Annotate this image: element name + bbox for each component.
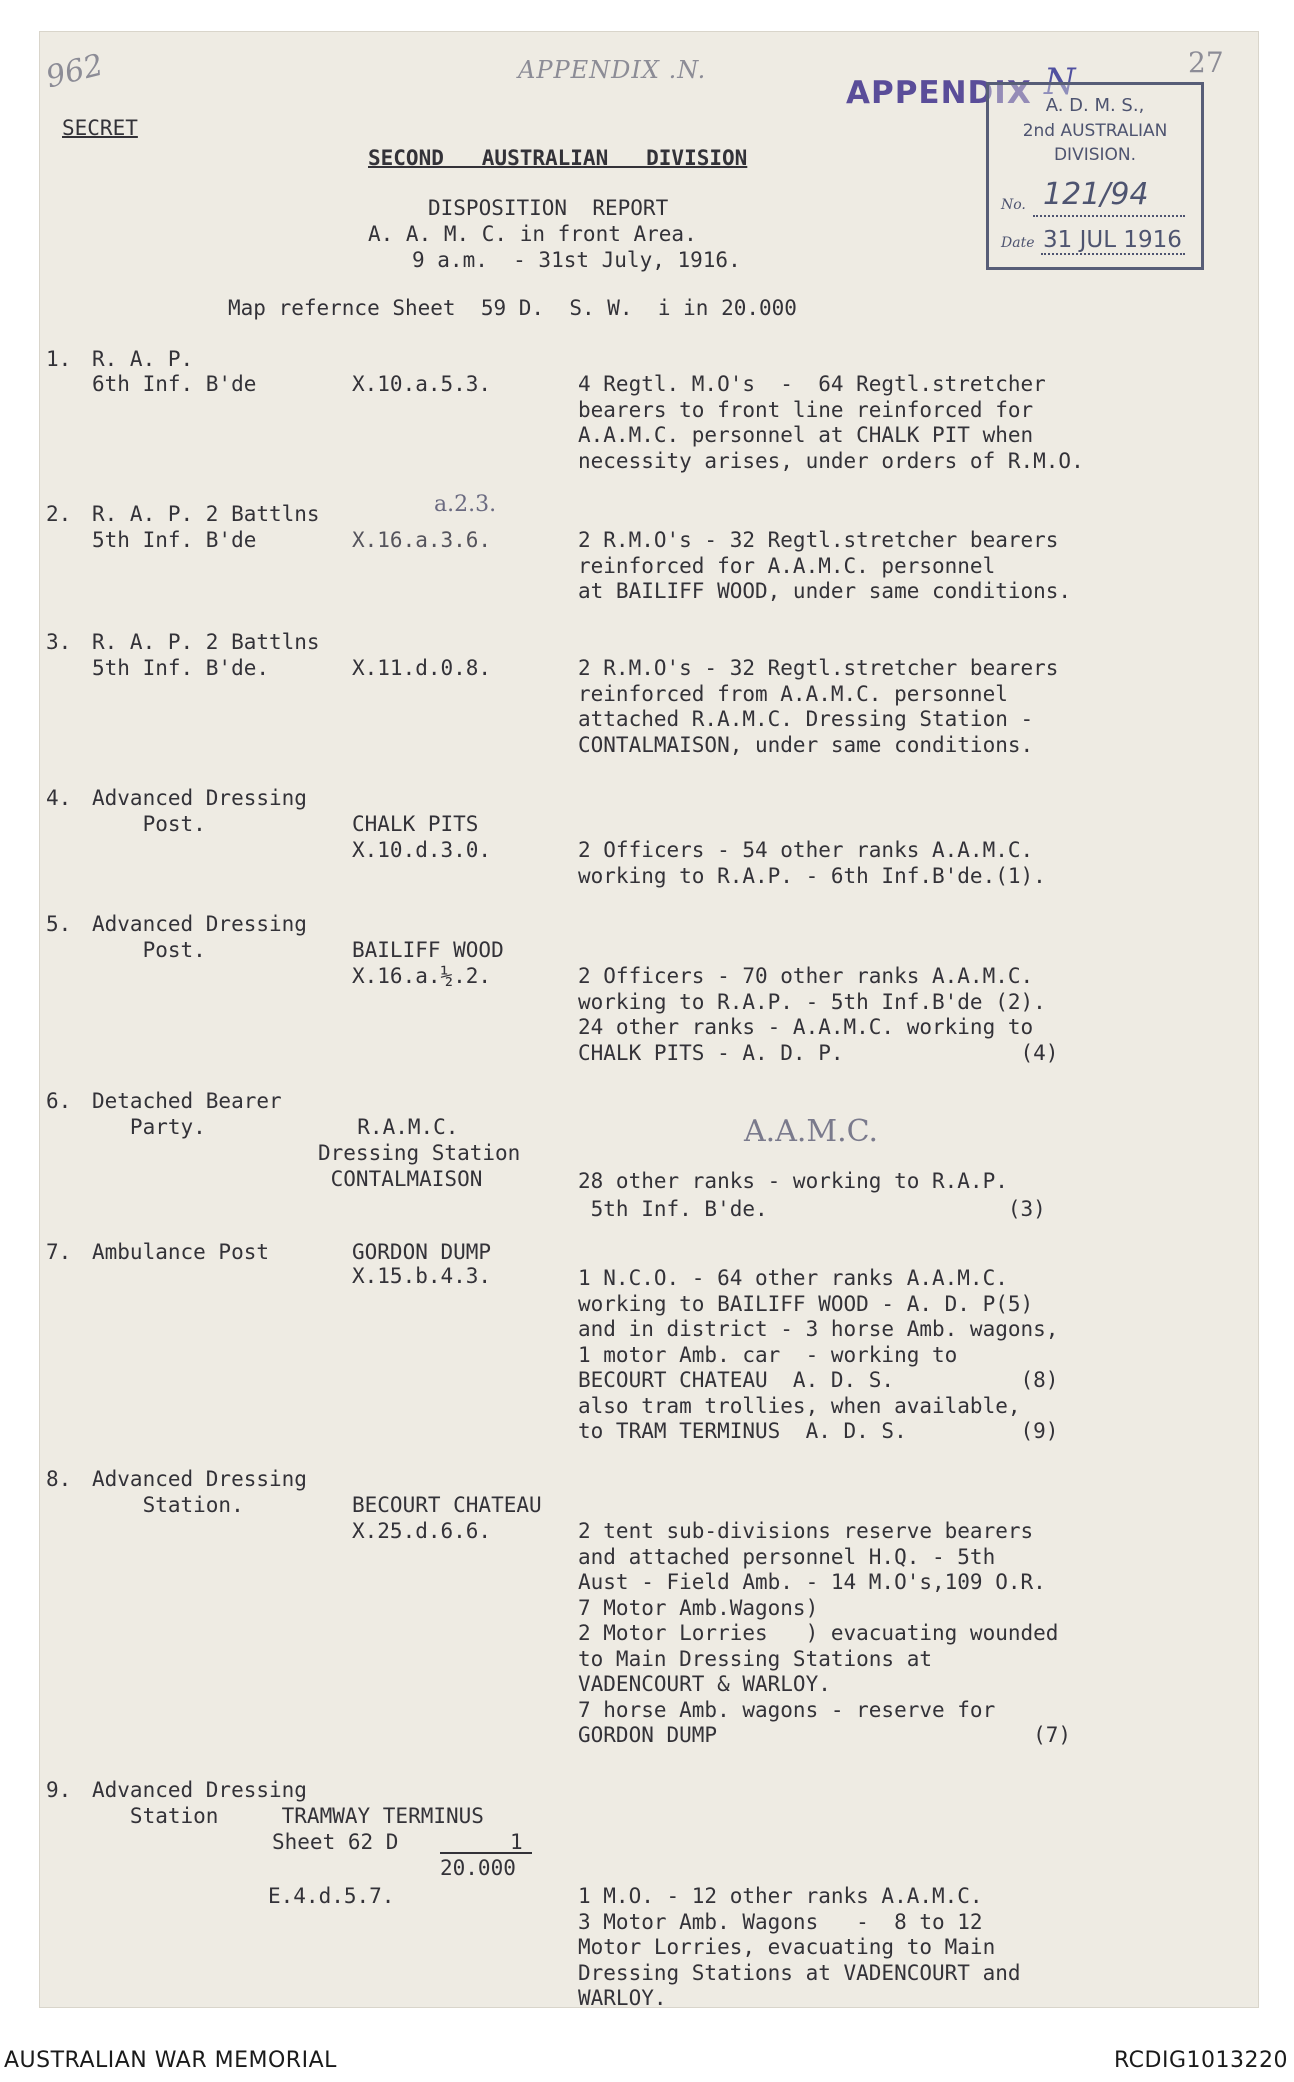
entry-8-unit: Advanced Dressing <box>92 1467 307 1491</box>
entry-8-location: X.25.d.6.6. <box>352 1519 492 1543</box>
entry-2-number: 2. <box>46 502 72 526</box>
detail-line: CHALK PITS - A. D. P. (4) <box>578 1040 1059 1065</box>
entry-3-location: X.11.d.0.8. <box>352 656 492 680</box>
stamp-no-value: 121/94 <box>1043 177 1149 212</box>
entry-9-fraction-numerator: 1 <box>510 1830 523 1854</box>
entry-7-detail <box>578 1266 1058 1445</box>
entry-7-number: 7. <box>46 1240 72 1264</box>
detail-line: 2 R.M.O's - 32 Regtl.stretcher bearers <box>578 528 1059 552</box>
entry-3-detail <box>578 656 1058 758</box>
entry-4-unit: Post. <box>92 812 206 836</box>
entry-5-location: X.16.a.½.2. <box>352 964 492 988</box>
entry-5-detail <box>578 964 1058 1066</box>
entry-9-number: 9. <box>46 1778 72 1802</box>
entry-6-location: R.A.M.C. <box>332 1115 459 1139</box>
stamp-line-adms: A. D. M. S., <box>1045 95 1145 116</box>
detail-line: working to BAILIFF WOOD - A. D. P(5) <box>578 1291 1034 1316</box>
stamp-line-division: DIVISION. <box>1053 145 1137 165</box>
division-heading: SECOND AUSTRALIAN DIVISION <box>368 146 748 170</box>
pencil-folio-number: 962 <box>42 47 107 96</box>
entry-6-location: CONTALMAISON <box>318 1167 483 1191</box>
stamp-no-label: No. <box>1001 197 1026 213</box>
detail-line: 4 Regtl. M.O's - 64 Regtl.stretcher <box>578 372 1046 396</box>
entry-8-number: 8. <box>46 1467 72 1491</box>
detail-line: at BAILIFF WOOD, under same conditions. <box>578 579 1072 603</box>
detail-line: to TRAM TERMINUS A. D. S. (9) <box>578 1419 1059 1443</box>
entry-8-unit: Station. <box>92 1493 244 1517</box>
entry-3-number: 3. <box>46 630 72 654</box>
detail-line: WARLOY. <box>578 1986 667 2007</box>
detail-line: attached R.A.M.C. Dressing Station - <box>578 707 1034 731</box>
entry-7-location: X.15.b.4.3. <box>352 1264 492 1288</box>
detail-line: 5th Inf. B'de. (3) <box>578 1197 1046 1221</box>
document-page <box>40 32 1258 2007</box>
detail-line: and in district - 3 horse Amb. wagons, <box>578 1317 1059 1341</box>
detail-line: 2 Officers - 70 other ranks A.A.M.C. <box>578 964 1034 988</box>
detail-line: Dressing Stations at VADENCOURT and <box>578 1960 1021 1985</box>
detail-line: to Main Dressing Stations at <box>578 1646 933 1671</box>
entry-2-pencil-correction: a.2.3. <box>434 492 497 517</box>
entry-9-detail <box>578 1884 1021 2007</box>
entry-7-location: GORDON DUMP <box>352 1240 492 1264</box>
detail-line: bearers to front line reinforced for <box>578 397 1034 422</box>
entry-1-detail <box>578 372 1084 474</box>
stamp-no-dotline <box>1033 215 1185 217</box>
entry-4-number: 4. <box>46 786 72 810</box>
report-subtitle: A. A. M. C. in front Area. <box>368 222 697 246</box>
detail-line: working to R.A.P. - 5th Inf.B'de (2). <box>578 989 1046 1014</box>
entry-2-unit: 5th Inf. B'de <box>92 528 257 552</box>
entry-6-number: 6. <box>46 1089 72 1113</box>
entry-6-unit: Detached Bearer <box>92 1089 282 1113</box>
entry-4-location: X.10.d.3.0. <box>352 838 492 862</box>
detail-line: Aust - Field Amb. - 14 M.O's,109 O.R. <box>578 1570 1046 1594</box>
detail-line: 1 N.C.O. - 64 other ranks A.A.M.C. <box>578 1266 1008 1290</box>
report-title: DISPOSITION REPORT <box>428 196 669 220</box>
report-time: 9 a.m. - 31st July, 1916. <box>412 248 741 272</box>
entry-9-unit: Station TRAMWAY TERMINUS <box>92 1804 484 1828</box>
entry-1-number: 1. <box>46 347 72 371</box>
entry-9-location: E.4.d.5.7. <box>268 1884 395 1908</box>
entry-4-unit: Advanced Dressing <box>92 786 307 810</box>
entry-9-fraction-bar <box>440 1852 532 1854</box>
entry-2-unit: R. A. P. 2 Battlns <box>92 502 320 526</box>
detail-line: BECOURT CHATEAU A. D. S. (8) <box>578 1368 1059 1392</box>
entry-4-location: CHALK PITS <box>352 812 479 836</box>
detail-line: 24 other ranks - A.A.M.C. working to <box>578 1015 1034 1039</box>
detail-line: Motor Lorries, evacuating to Main <box>578 1935 996 1959</box>
detail-line: necessity arises, under orders of R.M.O. <box>578 448 1084 473</box>
detail-line: 2 R.M.O's - 32 Regtl.stretcher bearers <box>578 656 1059 680</box>
detail-line: 2 Motor Lorries ) evacuating wounded <box>578 1621 1059 1645</box>
detail-line: A.A.M.C. personnel at CHALK PIT when <box>578 423 1034 447</box>
detail-line: 28 other ranks - working to R.A.P. <box>578 1169 1008 1193</box>
footer-institution: AUSTRALIAN WAR MEMORIAL <box>4 2048 337 2073</box>
detail-line: 3 Motor Amb. Wagons - 8 to 12 <box>578 1909 983 1934</box>
entry-5-location: BAILIFF WOOD <box>352 938 504 962</box>
entry-2-location: X.16.a.3.6. <box>352 528 492 552</box>
pencil-appendix-note: APPENDIX .N. <box>518 56 707 84</box>
pencil-page-number: 27 <box>1188 46 1224 79</box>
detail-line: 7 horse Amb. wagons - reserve for <box>578 1697 996 1722</box>
entry-8-detail <box>578 1519 1071 1749</box>
entry-2-detail <box>578 528 1071 605</box>
entry-4-detail <box>578 838 1046 889</box>
entry-6-detail <box>578 1167 1046 1223</box>
stamp-date-dotline <box>1041 253 1185 255</box>
stamp-date-label: Date <box>1001 235 1035 251</box>
adms-receipt-stamp <box>986 82 1204 270</box>
entry-5-unit: Post. <box>92 938 206 962</box>
detail-line: reinforced from A.A.M.C. personnel <box>578 681 1008 706</box>
entry-9-sheet: Sheet 62 D <box>272 1830 399 1854</box>
entry-3-unit: R. A. P. 2 Battlns <box>92 630 320 654</box>
classification-secret: SECRET <box>62 116 138 140</box>
entry-8-location: BECOURT CHATEAU <box>352 1493 542 1517</box>
detail-line: GORDON DUMP (7) <box>578 1723 1072 1747</box>
entry-1-unit: R. A. P. <box>92 347 194 371</box>
stamp-line-australian: 2nd AUSTRALIAN <box>1022 121 1168 141</box>
map-reference: Map refernce Sheet 59 D. S. W. i in 20.000 <box>228 296 797 320</box>
entry-5-number: 5. <box>46 912 72 936</box>
entry-1-unit: 6th Inf. B'de <box>92 372 257 396</box>
detail-line: also tram trollies, when available, <box>578 1393 1021 1418</box>
entry-9-fraction-denominator: 20.000 <box>440 1856 516 1880</box>
detail-line: 2 tent sub-divisions reserve bearers <box>578 1519 1034 1543</box>
detail-line: 7 Motor Amb.Wagons) <box>578 1595 819 1620</box>
entry-6-unit: Party. <box>92 1115 206 1139</box>
entry-1-location: X.10.a.5.3. <box>352 372 492 396</box>
entry-6-pencil-insert: A.A.M.C. <box>744 1114 879 1149</box>
detail-line: 1 M.O. - 12 other ranks A.A.M.C. <box>578 1884 983 1908</box>
detail-line: and attached personnel H.Q. - 5th <box>578 1544 996 1569</box>
footer-record-id: RCDIG1013220 <box>1113 2048 1288 2073</box>
appendix-handwritten-letter: N <box>1044 62 1076 103</box>
entry-3-unit: 5th Inf. B'de. <box>92 656 270 680</box>
detail-line: 2 Officers - 54 other ranks A.A.M.C. <box>578 838 1034 862</box>
entry-9-unit: Advanced Dressing <box>92 1778 307 1802</box>
detail-line: CONTALMAISON, under same conditions. <box>578 732 1034 757</box>
entry-6-location: Dressing Station <box>318 1141 521 1165</box>
stamp-date-value: 31 JUL 1916 <box>1043 227 1182 253</box>
detail-line: working to R.A.P. - 6th Inf.B'de.(1). <box>578 863 1046 888</box>
detail-line: reinforced for A.A.M.C. personnel <box>578 553 996 578</box>
entry-7-unit: Ambulance Post <box>92 1240 270 1264</box>
detail-line: VADENCOURT & WARLOY. <box>578 1672 831 1696</box>
detail-line: 1 motor Amb. car - working to <box>578 1342 958 1367</box>
entry-5-unit: Advanced Dressing <box>92 912 307 936</box>
appendix-stamp: APPENDIX <box>846 75 1032 111</box>
